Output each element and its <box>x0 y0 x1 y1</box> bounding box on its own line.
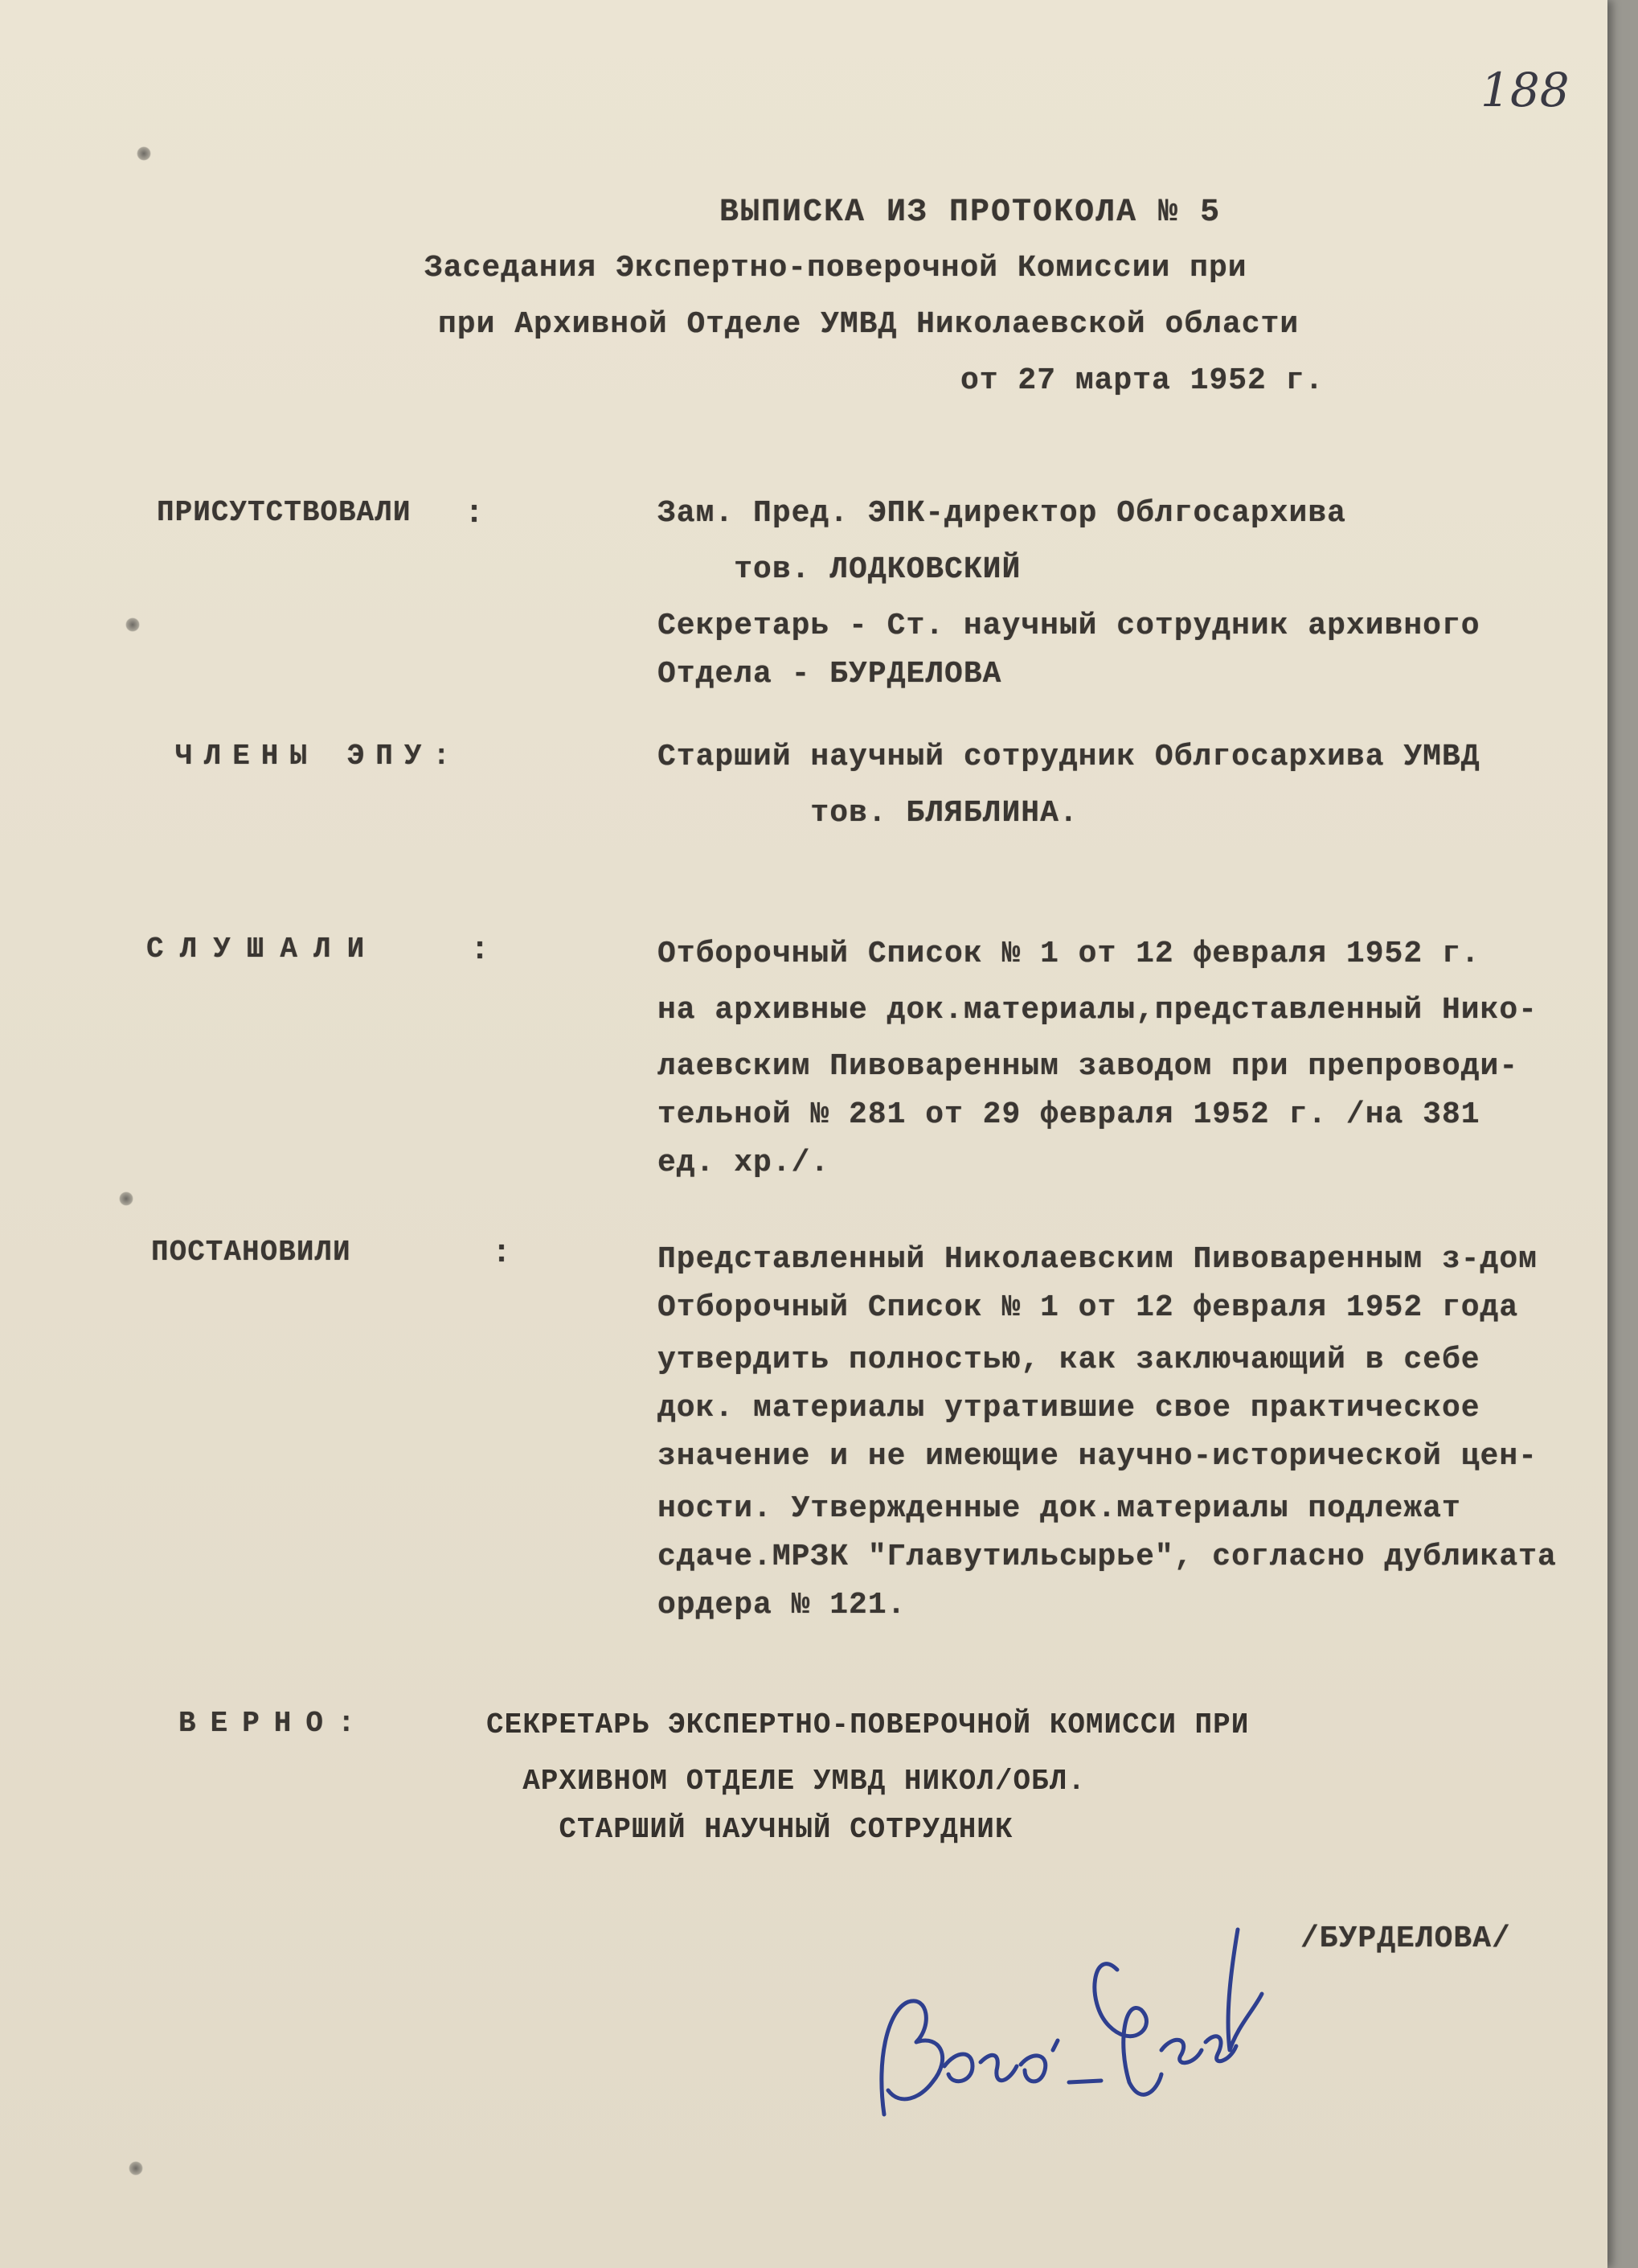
punch-hole <box>119 1191 133 1206</box>
subtitle-line-1: Заседания Экспертно-поверочной Комиссии при <box>424 251 1247 285</box>
heard-line-5: ед. хр./. <box>657 1146 830 1180</box>
present-line-3: Секретарь - Ст. научный сотрудник архивного <box>657 609 1480 643</box>
resolved-line-4: док. материалы утратившие свое практическое <box>657 1391 1480 1425</box>
heard-line-3: лаевским Пивоваренным заводом при препроводи- <box>657 1049 1519 1084</box>
present-line-4: Отдела - БУРДЕЛОВА <box>657 657 1002 691</box>
resolved-line-3: утвердить полностью, как заключающий в себе <box>657 1343 1480 1377</box>
resolved-colon: : <box>492 1236 513 1272</box>
resolved-line-8: ордера № 121. <box>657 1588 907 1622</box>
punch-hole <box>129 2161 143 2176</box>
subtitle-line-2: при Архивной Отделе УМВД Николаевской области <box>438 307 1300 342</box>
punch-hole <box>137 146 151 161</box>
certified-line-3: СТАРШИЙ НАУЧНЫЙ СОТРУДНИК <box>486 1813 1014 1846</box>
handwritten-signature <box>852 1849 1270 2155</box>
certified-line-2: АРХИВНОМ ОТДЕЛЕ УМВД НИКОЛ/ОБЛ. <box>486 1765 1086 1798</box>
present-line-1: Зам. Пред. ЭПК-директор Облгосархива <box>657 496 1346 531</box>
present-colon: : <box>465 496 485 532</box>
resolved-line-1: Представленный Николаевским Пивоваренным з-дом <box>657 1242 1538 1277</box>
punch-hole <box>125 617 140 632</box>
heard-line-4: тельной № 281 от 29 февраля 1952 г. /на 381 <box>657 1097 1480 1132</box>
resolved-line-7: сдаче.МРЗК "Главутильсырье", согласно дубликата <box>657 1540 1557 1574</box>
certified-label: ВЕРНО: <box>178 1707 370 1740</box>
signatory-name: /БУРДЕЛОВА/ <box>1300 1921 1511 1956</box>
document-date: от 27 марта 1952 г. <box>960 363 1325 398</box>
members-line-2: тов. БЛЯБЛИНА. <box>657 796 1079 831</box>
resolved-label: ПОСТАНОВИЛИ <box>151 1236 351 1269</box>
heard-colon: : <box>470 933 491 969</box>
heard-label: СЛУШАЛИ <box>146 933 381 966</box>
resolved-line-2: Отборочный Список № 1 от 12 февраля 1952 года <box>657 1290 1519 1325</box>
resolved-line-5: значение и не имеющие научно-исторической цен- <box>657 1439 1538 1474</box>
members-line-1: Старший научный сотрудник Облгосархива УМВД <box>657 740 1480 774</box>
heard-line-1: Отборочный Список № 1 от 12 февраля 1952 г. <box>657 937 1480 971</box>
resolved-line-6: ности. Утвержденные док.материалы подлежат <box>657 1491 1461 1526</box>
present-label: ПРИСУТСТВОВАЛИ <box>157 496 412 529</box>
document-title: ВЫПИСКА ИЗ ПРОТОКОЛА № 5 <box>719 195 1222 231</box>
archive-page-number: 188 <box>1480 63 1570 117</box>
members-label: ЧЛЕНЫ ЭПУ: <box>175 740 462 773</box>
present-line-2: тов. ЛОДКОВСКИЙ <box>657 552 1022 587</box>
heard-line-2: на архивные док.материалы,представленный Нико- <box>657 993 1538 1027</box>
certified-line-1: СЕКРЕТАРЬ ЭКСПЕРТНО-ПОВЕРОЧНОЙ КОМИССИ ПРИ <box>486 1708 1250 1741</box>
